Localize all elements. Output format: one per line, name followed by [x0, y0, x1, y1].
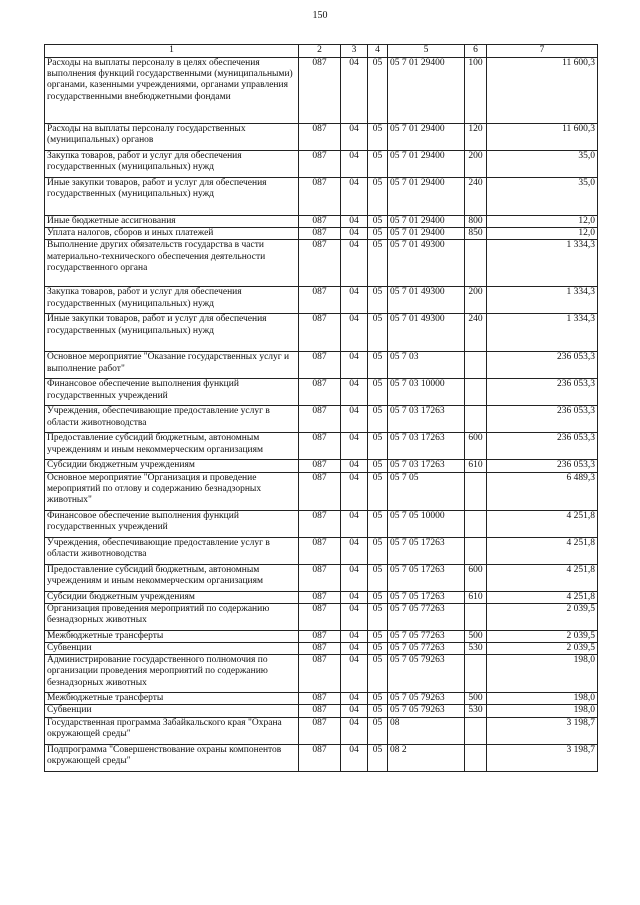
row-amount: 236 053,3 [487, 460, 598, 472]
row-section: 04 [341, 564, 368, 591]
row-amount: 1 334,3 [487, 314, 598, 352]
row-name: Учреждения, обеспечивающие предоставление услуг в области животноводства [45, 537, 299, 564]
row-section: 04 [341, 717, 368, 744]
row-section: 04 [341, 591, 368, 603]
row-admin-code: 087 [299, 643, 341, 655]
table-row [45, 433, 598, 460]
table-row [45, 693, 598, 705]
budget-table [44, 44, 598, 772]
row-amount: 3 198,7 [487, 744, 598, 771]
row-subsection: 05 [368, 228, 388, 240]
row-name: Предоставление субсидий бюджетным, автономным учреждениям и иным некоммерческим организациям [45, 564, 299, 591]
row-section: 04 [341, 537, 368, 564]
table-row [45, 510, 598, 537]
row-expense-type: 500 [465, 693, 487, 705]
table-row [45, 124, 598, 151]
row-section: 04 [341, 603, 368, 630]
row-section: 04 [341, 124, 368, 151]
row-section: 04 [341, 433, 368, 460]
row-subsection: 05 [368, 472, 388, 510]
row-name: Основное мероприятие "Оказание государственных услуг и выполнение работ" [45, 352, 299, 379]
row-subsection: 05 [368, 352, 388, 379]
row-subsection: 05 [368, 240, 388, 287]
row-admin-code: 087 [299, 717, 341, 744]
row-amount: 4 251,8 [487, 591, 598, 603]
row-section: 04 [341, 352, 368, 379]
row-expense-type [465, 379, 487, 406]
row-amount: 2 039,5 [487, 643, 598, 655]
page-number: 150 [312, 10, 328, 21]
row-section: 04 [341, 151, 368, 178]
row-amount: 1 334,3 [487, 240, 598, 287]
row-admin-code: 087 [299, 591, 341, 603]
row-subsection: 05 [368, 151, 388, 178]
header-cell-admin: 2 [299, 45, 341, 58]
row-section: 04 [341, 705, 368, 717]
row-name: Предоставление субсидий бюджетным, автономным учреждениям и иным некоммерческим организациям [45, 433, 299, 460]
row-subsection: 05 [368, 643, 388, 655]
row-admin-code: 087 [299, 460, 341, 472]
row-admin-code: 087 [299, 178, 341, 216]
header-cell-section: 3 [341, 45, 368, 58]
row-section: 04 [341, 240, 368, 287]
row-amount: 198,0 [487, 705, 598, 717]
row-subsection: 05 [368, 58, 388, 124]
row-subsection: 05 [368, 379, 388, 406]
row-section: 04 [341, 630, 368, 642]
table-row [45, 460, 598, 472]
row-amount: 1 334,3 [487, 287, 598, 314]
row-target-code: 05 7 01 49300 [388, 314, 465, 352]
row-name: Субсидии бюджетным учреждениям [45, 460, 299, 472]
row-expense-type: 120 [465, 124, 487, 151]
row-subsection: 05 [368, 287, 388, 314]
table-row [45, 228, 598, 240]
row-admin-code: 087 [299, 630, 341, 642]
table-row [45, 537, 598, 564]
row-expense-type [465, 472, 487, 510]
row-target-code: 05 7 03 17263 [388, 460, 465, 472]
row-name: Финансовое обеспечение выполнения функций государственных учреждений [45, 379, 299, 406]
row-section: 04 [341, 314, 368, 352]
row-target-code: 05 7 05 77263 [388, 603, 465, 630]
row-amount: 236 053,3 [487, 406, 598, 433]
row-amount: 4 251,8 [487, 564, 598, 591]
row-expense-type: 850 [465, 228, 487, 240]
row-section: 04 [341, 472, 368, 510]
row-subsection: 05 [368, 510, 388, 537]
row-name: Иные закупки товаров, работ и услуг для обеспечения государственных (муниципальных) нужд [45, 178, 299, 216]
row-name: Субвенции [45, 705, 299, 717]
row-subsection: 05 [368, 124, 388, 151]
row-expense-type: 240 [465, 178, 487, 216]
row-name: Иные бюджетные ассигнования [45, 216, 299, 228]
table-row [45, 630, 598, 642]
row-name: Субсидии бюджетным учреждениям [45, 591, 299, 603]
row-admin-code: 087 [299, 314, 341, 352]
table-row [45, 314, 598, 352]
row-target-code: 05 7 01 49300 [388, 240, 465, 287]
row-target-code: 08 [388, 717, 465, 744]
row-amount: 198,0 [487, 655, 598, 693]
row-target-code: 05 7 01 49300 [388, 287, 465, 314]
table-row [45, 472, 598, 510]
row-target-code: 05 7 03 17263 [388, 406, 465, 433]
row-admin-code: 087 [299, 151, 341, 178]
row-section: 04 [341, 216, 368, 228]
row-subsection: 05 [368, 178, 388, 216]
row-name: Субвенции [45, 643, 299, 655]
table-row [45, 564, 598, 591]
row-name: Администрирование государственного полномочия по организации проведения мероприятий по содержанию безнадзорных животных [45, 655, 299, 693]
row-target-code: 05 7 01 29400 [388, 178, 465, 216]
row-name: Закупка товаров, работ и услуг для обеспечения государственных (муниципальных) нужд [45, 151, 299, 178]
row-expense-type: 600 [465, 433, 487, 460]
header-cell-type: 6 [465, 45, 487, 58]
row-subsection: 05 [368, 216, 388, 228]
row-target-code: 08 2 [388, 744, 465, 771]
row-expense-type [465, 240, 487, 287]
row-name: Закупка товаров, работ и услуг для обеспечения государственных (муниципальных) нужд [45, 287, 299, 314]
row-amount: 12,0 [487, 228, 598, 240]
row-target-code: 05 7 01 29400 [388, 216, 465, 228]
table-row [45, 352, 598, 379]
row-name: Уплата налогов, сборов и иных платежей [45, 228, 299, 240]
row-admin-code: 087 [299, 655, 341, 693]
row-amount: 236 053,3 [487, 379, 598, 406]
row-target-code: 05 7 05 79263 [388, 705, 465, 717]
row-subsection: 05 [368, 433, 388, 460]
row-target-code: 05 7 05 77263 [388, 643, 465, 655]
row-subsection: 05 [368, 693, 388, 705]
table-row [45, 655, 598, 693]
row-target-code: 05 7 03 [388, 352, 465, 379]
table-row [45, 643, 598, 655]
row-expense-type [465, 655, 487, 693]
table-row [45, 216, 598, 228]
row-amount: 236 053,3 [487, 352, 598, 379]
table-row [45, 178, 598, 216]
row-expense-type [465, 406, 487, 433]
table-row [45, 603, 598, 630]
row-section: 04 [341, 744, 368, 771]
row-admin-code: 087 [299, 228, 341, 240]
table-row [45, 240, 598, 287]
row-admin-code: 087 [299, 379, 341, 406]
row-expense-type [465, 603, 487, 630]
row-name: Расходы на выплаты персоналу в целях обеспечения выполнения функций государственными (муниципальными) органами, казенными учреждениями, органами управления государственными внебюджетными фондами [45, 58, 299, 124]
row-expense-type: 800 [465, 216, 487, 228]
row-amount: 6 489,3 [487, 472, 598, 510]
row-expense-type: 530 [465, 643, 487, 655]
row-name: Межбюджетные трансферты [45, 693, 299, 705]
row-target-code: 05 7 05 [388, 472, 465, 510]
row-expense-type: 610 [465, 591, 487, 603]
row-expense-type: 500 [465, 630, 487, 642]
row-section: 04 [341, 693, 368, 705]
row-expense-type [465, 717, 487, 744]
row-expense-type [465, 352, 487, 379]
row-expense-type: 530 [465, 705, 487, 717]
row-section: 04 [341, 406, 368, 433]
row-section: 04 [341, 228, 368, 240]
row-section: 04 [341, 643, 368, 655]
header-cell-name: 1 [45, 45, 299, 58]
row-amount: 35,0 [487, 178, 598, 216]
row-name: Основное мероприятие "Организация и проведение мероприятий по отлову и содержанию безнадзорных животных" [45, 472, 299, 510]
row-admin-code: 087 [299, 287, 341, 314]
row-target-code: 05 7 03 10000 [388, 379, 465, 406]
row-section: 04 [341, 460, 368, 472]
table-row [45, 717, 598, 744]
row-expense-type: 200 [465, 287, 487, 314]
row-admin-code: 087 [299, 564, 341, 591]
row-amount: 198,0 [487, 693, 598, 705]
table-row [45, 151, 598, 178]
row-name: Организация проведения мероприятий по содержанию безнадзорных животных [45, 603, 299, 630]
table-row [45, 406, 598, 433]
row-amount: 2 039,5 [487, 630, 598, 642]
row-admin-code: 087 [299, 693, 341, 705]
row-admin-code: 087 [299, 537, 341, 564]
header-row [45, 45, 598, 58]
row-subsection: 05 [368, 591, 388, 603]
row-name: Расходы на выплаты персоналу государственных (муниципальных) органов [45, 124, 299, 151]
row-section: 04 [341, 58, 368, 124]
row-expense-type: 600 [465, 564, 487, 591]
row-amount: 4 251,8 [487, 537, 598, 564]
row-admin-code: 087 [299, 216, 341, 228]
row-section: 04 [341, 178, 368, 216]
table-row [45, 287, 598, 314]
row-expense-type [465, 744, 487, 771]
row-target-code: 05 7 05 79263 [388, 693, 465, 705]
row-admin-code: 087 [299, 510, 341, 537]
row-amount: 11 600,3 [487, 124, 598, 151]
header-cell-amount: 7 [487, 45, 598, 58]
row-admin-code: 087 [299, 240, 341, 287]
row-name: Государственная программа Забайкальского края "Охрана окружающей среды" [45, 717, 299, 744]
row-name: Иные закупки товаров, работ и услуг для обеспечения государственных (муниципальных) нужд [45, 314, 299, 352]
row-target-code: 05 7 01 29400 [388, 124, 465, 151]
row-subsection: 05 [368, 744, 388, 771]
row-subsection: 05 [368, 655, 388, 693]
row-admin-code: 087 [299, 744, 341, 771]
row-expense-type [465, 537, 487, 564]
row-subsection: 05 [368, 314, 388, 352]
row-admin-code: 087 [299, 58, 341, 124]
row-expense-type: 240 [465, 314, 487, 352]
row-expense-type: 200 [465, 151, 487, 178]
header-cell-subsection: 4 [368, 45, 388, 58]
row-target-code: 05 7 05 17263 [388, 564, 465, 591]
row-admin-code: 087 [299, 705, 341, 717]
row-target-code: 05 7 01 29400 [388, 58, 465, 124]
row-admin-code: 087 [299, 406, 341, 433]
row-amount: 11 600,3 [487, 58, 598, 124]
row-subsection: 05 [368, 564, 388, 591]
row-amount: 236 053,3 [487, 433, 598, 460]
row-target-code: 05 7 05 79263 [388, 655, 465, 693]
row-admin-code: 087 [299, 433, 341, 460]
row-section: 04 [341, 655, 368, 693]
row-amount: 3 198,7 [487, 717, 598, 744]
row-amount: 12,0 [487, 216, 598, 228]
row-admin-code: 087 [299, 472, 341, 510]
row-target-code: 05 7 01 29400 [388, 151, 465, 178]
row-target-code: 05 7 01 29400 [388, 228, 465, 240]
row-name: Выполнение других обязательств государства в части материально-технического обеспечения деятельности государственного органа [45, 240, 299, 287]
row-expense-type: 100 [465, 58, 487, 124]
row-name: Подпрограмма "Совершенствование охраны компонентов окружающей среды" [45, 744, 299, 771]
row-target-code: 05 7 05 17263 [388, 591, 465, 603]
row-target-code: 05 7 03 17263 [388, 433, 465, 460]
row-name: Межбюджетные трансферты [45, 630, 299, 642]
table-row [45, 58, 598, 124]
table-row [45, 379, 598, 406]
row-subsection: 05 [368, 603, 388, 630]
row-amount: 35,0 [487, 151, 598, 178]
row-section: 04 [341, 379, 368, 406]
table-row [45, 705, 598, 717]
row-amount: 4 251,8 [487, 510, 598, 537]
table-row [45, 744, 598, 771]
row-target-code: 05 7 05 17263 [388, 537, 465, 564]
row-admin-code: 087 [299, 124, 341, 151]
header-cell-target: 5 [388, 45, 465, 58]
row-expense-type: 610 [465, 460, 487, 472]
row-subsection: 05 [368, 537, 388, 564]
table-row [45, 591, 598, 603]
row-admin-code: 087 [299, 352, 341, 379]
row-name: Финансовое обеспечение выполнения функций государственных учреждений [45, 510, 299, 537]
row-section: 04 [341, 287, 368, 314]
row-subsection: 05 [368, 705, 388, 717]
row-subsection: 05 [368, 460, 388, 472]
row-section: 04 [341, 510, 368, 537]
row-amount: 2 039,5 [487, 603, 598, 630]
row-subsection: 05 [368, 406, 388, 433]
row-name: Учреждения, обеспечивающие предоставление услуг в области животноводства [45, 406, 299, 433]
row-admin-code: 087 [299, 603, 341, 630]
row-target-code: 05 7 05 10000 [388, 510, 465, 537]
row-expense-type [465, 510, 487, 537]
row-subsection: 05 [368, 630, 388, 642]
row-subsection: 05 [368, 717, 388, 744]
row-target-code: 05 7 05 77263 [388, 630, 465, 642]
